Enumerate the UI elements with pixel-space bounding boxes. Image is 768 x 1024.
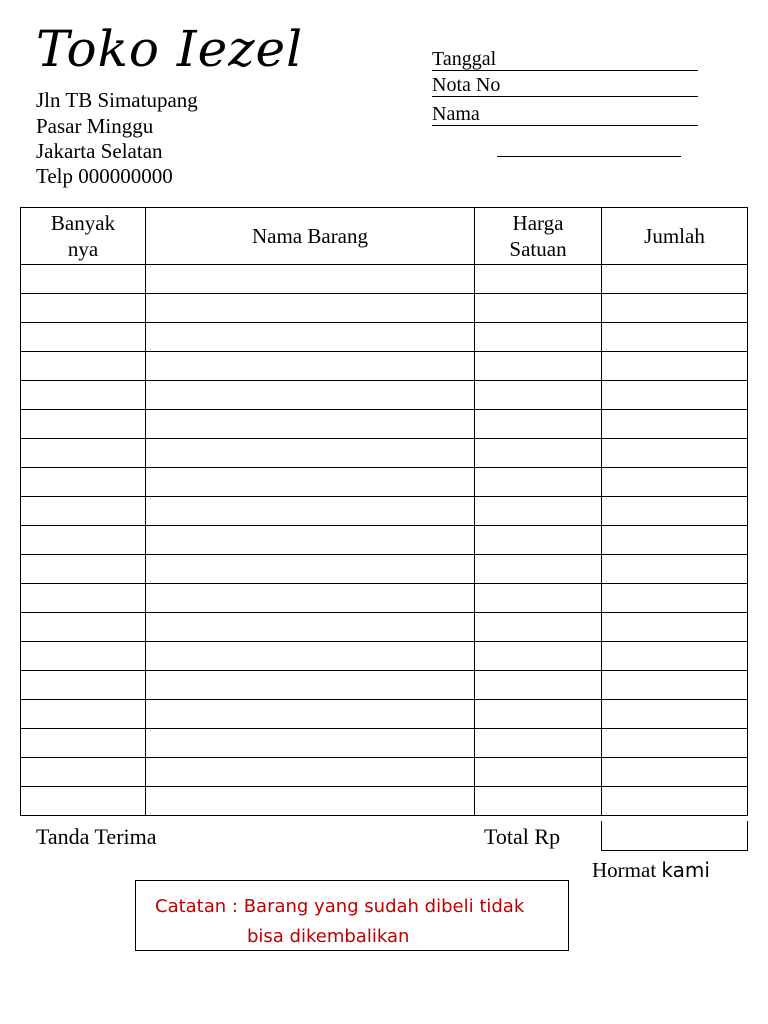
cell-quantity[interactable] [21,613,146,642]
cell-quantity[interactable] [21,700,146,729]
note-box [135,880,569,951]
cell-quantity[interactable] [21,497,146,526]
cell-amount[interactable] [602,439,748,468]
cell-quantity[interactable] [21,758,146,787]
total-amount-field[interactable] [601,821,748,851]
cell-item-name[interactable] [146,323,475,352]
customer-name-label: Nama [432,103,480,125]
cell-amount[interactable] [602,381,748,410]
cell-unit-price[interactable] [475,294,602,323]
cell-amount[interactable] [602,497,748,526]
cell-unit-price[interactable] [475,381,602,410]
address-street: Jln TB Simatupang [36,88,198,112]
cell-amount[interactable] [602,787,748,816]
cell-unit-price[interactable] [475,410,602,439]
cell-quantity[interactable] [21,468,146,497]
invoice-number-label: Nota No [432,74,501,96]
cell-item-name[interactable] [146,497,475,526]
note-line-1: Catatan : Barang yang sudah dibeli tidak [155,896,525,917]
cell-unit-price[interactable] [475,439,602,468]
cell-item-name[interactable] [146,410,475,439]
cell-item-name[interactable] [146,787,475,816]
cell-quantity[interactable] [21,729,146,758]
table-row [21,497,748,526]
table-row [21,671,748,700]
column-header-item-name: Nama Barang [146,208,475,265]
table-row [21,613,748,642]
cell-amount[interactable] [602,584,748,613]
cell-unit-price[interactable] [475,787,602,816]
table-row [21,323,748,352]
regards-text [592,858,710,883]
items-table [20,207,748,816]
signature-blank-line [497,156,681,157]
cell-quantity[interactable] [21,439,146,468]
cell-amount[interactable] [602,613,748,642]
date-label: Tanggal [432,48,497,70]
cell-unit-price[interactable] [475,584,602,613]
cell-quantity[interactable] [21,555,146,584]
customer-name-field[interactable] [432,103,698,126]
address-city: Jakarta Selatan [36,139,163,163]
table-row [21,758,748,787]
cell-item-name[interactable] [146,381,475,410]
cell-unit-price[interactable] [475,555,602,584]
column-header-unit-price: Harga Satuan [475,208,602,265]
store-name: Toko Iezel [36,20,304,78]
cell-item-name[interactable] [146,468,475,497]
address-district: Pasar Minggu [36,114,154,138]
date-field[interactable] [432,48,698,71]
table-row [21,555,748,584]
cell-item-name[interactable] [146,758,475,787]
cell-unit-price[interactable] [475,352,602,381]
table-row [21,410,748,439]
table-row [21,526,748,555]
cell-amount[interactable] [602,729,748,758]
cell-unit-price[interactable] [475,323,602,352]
total-label: Total Rp [484,824,561,849]
cell-unit-price[interactable] [475,729,602,758]
table-row [21,439,748,468]
cell-amount[interactable] [602,410,748,439]
table-row [21,468,748,497]
cell-item-name[interactable] [146,584,475,613]
column-header-quantity: Banyak nya [21,208,146,265]
cell-item-name[interactable] [146,729,475,758]
note-line-2: bisa dikembalikan [247,926,410,947]
cell-item-name[interactable] [146,265,475,294]
cell-amount[interactable] [602,265,748,294]
table-row [21,700,748,729]
cell-unit-price[interactable] [475,700,602,729]
cell-item-name[interactable] [146,642,475,671]
cell-unit-price[interactable] [475,642,602,671]
regards-label-2: kami [661,858,710,882]
cell-item-name[interactable] [146,439,475,468]
cell-amount[interactable] [602,352,748,381]
cell-amount[interactable] [602,671,748,700]
table-row [21,787,748,816]
table-row [21,584,748,613]
cell-amount[interactable] [602,468,748,497]
cell-unit-price[interactable] [475,671,602,700]
table-row [21,642,748,671]
cell-amount[interactable] [602,642,748,671]
items-body [21,265,748,816]
cell-item-name[interactable] [146,700,475,729]
regards-label: Hormat [592,858,657,882]
cell-quantity[interactable] [21,671,146,700]
table-row [21,381,748,410]
table-header-row [21,208,748,265]
cell-quantity[interactable] [21,352,146,381]
table-row [21,294,748,323]
cell-quantity[interactable] [21,787,146,816]
cell-quantity[interactable] [21,265,146,294]
cell-unit-price[interactable] [475,613,602,642]
cell-quantity[interactable] [21,584,146,613]
cell-item-name[interactable] [146,352,475,381]
cell-item-name[interactable] [146,671,475,700]
cell-item-name[interactable] [146,294,475,323]
cell-unit-price[interactable] [475,526,602,555]
cell-quantity[interactable] [21,410,146,439]
cell-amount[interactable] [602,555,748,584]
phone-number: Telp 000000000 [36,164,173,188]
cell-unit-price[interactable] [475,758,602,787]
cell-amount[interactable] [602,294,748,323]
cell-unit-price[interactable] [475,468,602,497]
cell-item-name[interactable] [146,526,475,555]
table-row [21,729,748,758]
cell-item-name[interactable] [146,613,475,642]
table-row [21,352,748,381]
cell-amount[interactable] [602,323,748,352]
cell-quantity[interactable] [21,294,146,323]
column-header-amount: Jumlah [602,208,748,265]
cell-quantity[interactable] [21,642,146,671]
cell-amount[interactable] [602,758,748,787]
cell-amount[interactable] [602,700,748,729]
cell-unit-price[interactable] [475,497,602,526]
invoice-number-field[interactable] [432,74,698,97]
cell-amount[interactable] [602,526,748,555]
received-signature-label: Tanda Terima [36,824,157,849]
cell-quantity[interactable] [21,381,146,410]
cell-item-name[interactable] [146,555,475,584]
cell-quantity[interactable] [21,526,146,555]
cell-quantity[interactable] [21,323,146,352]
table-row [21,265,748,294]
cell-unit-price[interactable] [475,265,602,294]
